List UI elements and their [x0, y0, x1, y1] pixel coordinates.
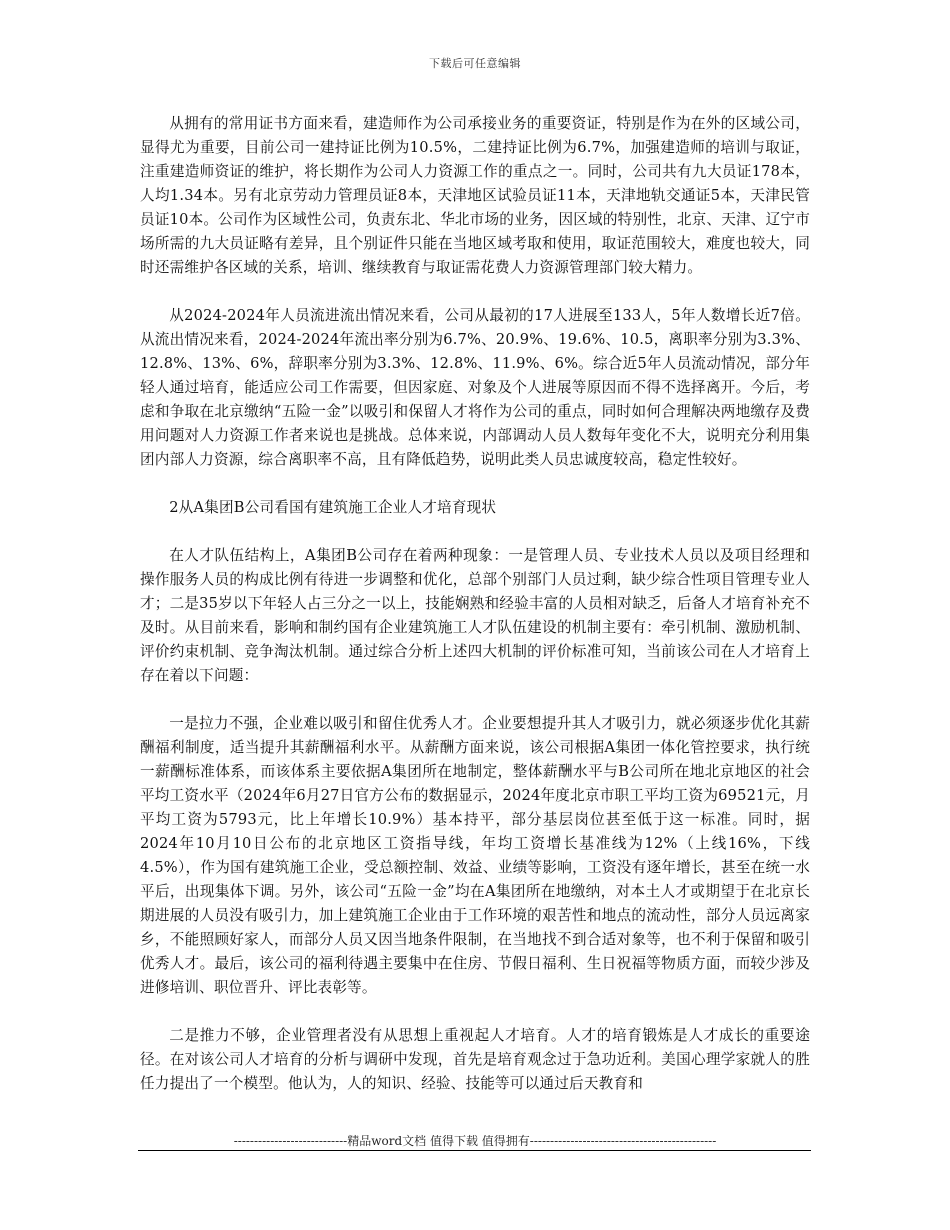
paragraph-push-issue: 二是推力不够，企业管理者没有从思想上重视起人才培育。人才的培育锻炼是人才成长的重要途径。在对该公司人才培育的分析与调研中发现，首先是培育观念过于急功近利。美国心理学家就人的胜任力提出了一个模型。他认为，人的知识、经验、技能等可以通过后天教育和 [140, 1027, 810, 1092]
paragraph-attraction-issue: 一是拉力不强，企业难以吸引和留住优秀人才。企业要想提升其人才吸引力，就必须逐步优化其薪酬福利制度，适当提升其薪酬福利水平。从薪酬方面来说，该公司根据A集团一体化管控要求，执行统一薪酬标准体系，而该体系主要依据A集团所在地制定，整体薪酬水平与B公司所在地北京地区的社会平均工资水平（2024年6月27日官方公布的数据显示，2024年度北京市职工平均工资为69521元，月平均工资为5793元，比上年增长10.9%）基本持平，部分基层岗位甚至低于这一标准。同时，据2024年10月10日公布的北京地区工资指导线，年均工资增长基准线为12%（上线16%，下线4.5%），作为国有建筑施工企业，受总额控制、效益、业绩等影响，工资没有逐年增长，甚至在统一水平后，出现集体下调。另外，该公司“五险一金”均在A集团所在地缴纳，对本土人才或期望于在北京长期进展的人员没有吸引力，加上建筑施工企业由于工作环境的艰苦性和地点的流动性，部分人员远离家乡，不能照顾好家人，而部分人员又因当地条件限制，在当地找不到合适对象等，也不利于保留和吸引优秀人才。最后，该公司的福利待遇主要集中在住房、节假日福利、生日祝福等物质方面，而较少涉及进修培训、职位晋升、评比表彰等。 [140, 715, 810, 996]
paragraph-talent-structure: 在人才队伍结构上，A集团B公司存在着两种现象：一是管理人员、专业技术人员以及项目经理和操作服务人员的构成比例有待进一步调整和优化，总部个别部门人员过剩，缺少综合性项目管理专业人才；二是35岁以下年轻人占三分之一以上，技能娴熟和经验丰富的人员相对缺乏，后备人才培育补充不及时。从目前来看，影响和制约国有企业建筑施工人才队伍建设的机制主要有：牵引机制、激励机制、评价约束机制、竞争淘汰机制。通过综合分析上述四大机制的评价标准可知，当前该公司在人才培育上存在着以下问题： [140, 547, 810, 684]
page-footer: ----------------------------精品word文档 值得下载 值得拥有---------------------------------------------- [233, 1134, 717, 1148]
section-heading: 2从A集团B公司看国有建筑施工企业人才培育现状 [169, 499, 497, 516]
document-body [140, 112, 810, 1120]
paragraph-certificates: 从拥有的常用证书方面来看，建造师作为公司承接业务的重要资证，特别是作为在外的区域公司，显得尤为重要，目前公司一建持证比例为10.5%，二建持证比例为6.7%，加强建造师的培训与取证，注重建造师资证的维护，将长期作为公司人力资源工作的重点之一。同时，公司共有九大员证178本，人均1.34本。另有北京劳动力管理员证8本，天津地区试验员证11本，天津地轨交通证5本，天津民管员证10本。公司作为区域性公司，负责东北、华北市场的业务，因区域的特别性，北京、天津、辽宁市场所需的九大员证略有差异，且个别证件只能在当地区域考取和使用，取证范围较大，难度也较大，同时还需维护各区域的关系，培训、继续教育与取证需花费人力资源管理部门较大精力。 [140, 115, 810, 276]
page-header: 下载后可任意编辑 [429, 57, 521, 70]
footer-divider [138, 1150, 811, 1151]
paragraph-staff-flow: 从2024-2024年人员流进流出情况来看，公司从最初的17人进展至133人，5年人数增长近7倍。从流出情况来看，2024-2024年流出率分别为6.7%、20.9%、19.6%、10.5，离职率分别为3.3%、12.8%、13%、6%，辞职率分别为3.3%、12.8%、11.9%、6%。综合近5年人员流动情况，部分年轻人通过培育，能适应公司工作需要，但因家庭、对象及个人进展等原因而不得不选择离开。今后，考虑和争取在北京缴纳“五险一金”以吸引和保留人才将作为公司的重点，同时如何合理解决两地缴存及费用问题对人力资源工作者来说也是挑战。总体来说，内部调动人员人数每年变化不大，说明充分利用集团内部人力资源，综合离职率不高，且有降低趋势，说明此类人员忠诚度较高，稳定性较好。 [140, 307, 810, 468]
